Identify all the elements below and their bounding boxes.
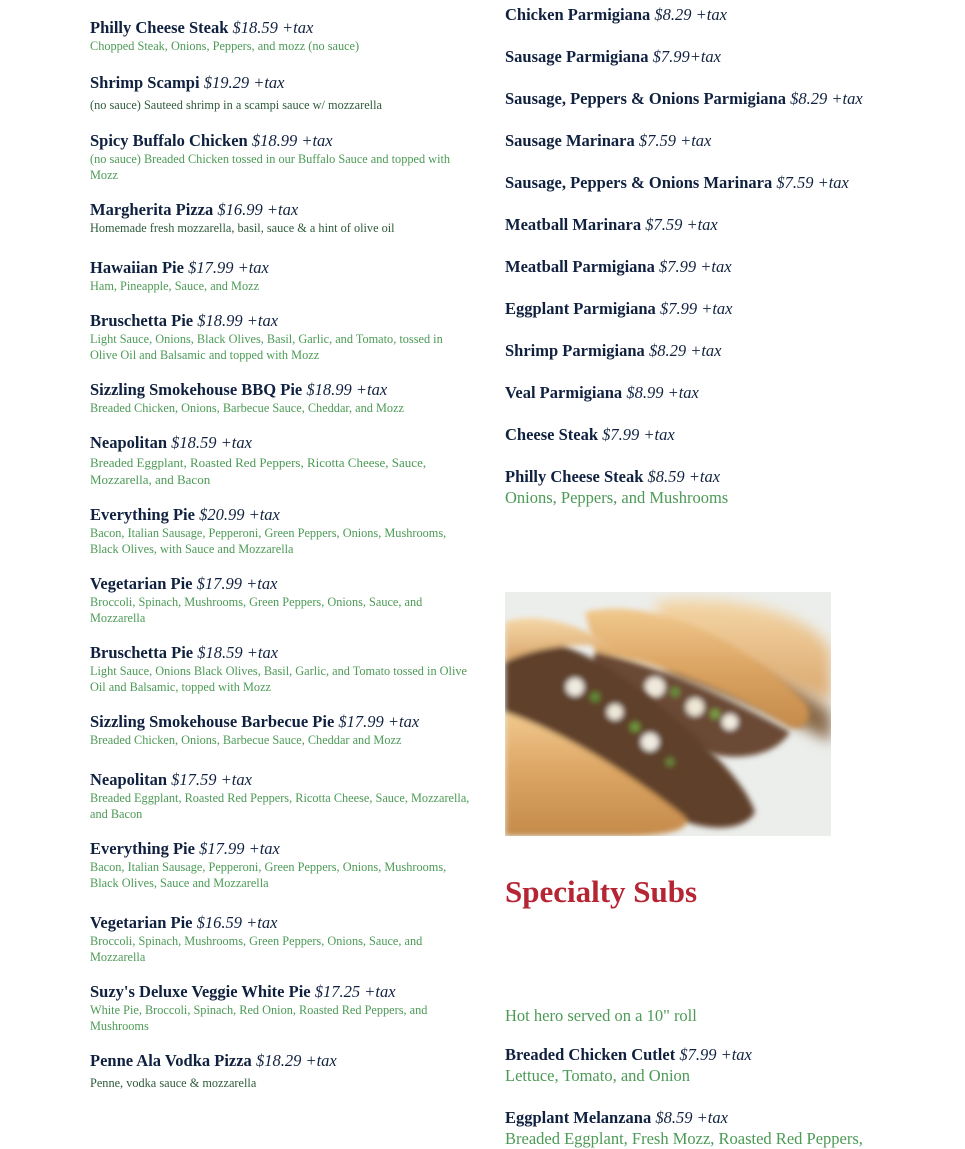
menu-item bbox=[505, 1108, 945, 1149]
item-price: $18.99 +tax bbox=[251, 131, 333, 150]
item-name: Bruschetta Pie bbox=[90, 311, 194, 330]
item-price: $16.99 +tax bbox=[217, 200, 299, 219]
item-price: $17.59 +tax bbox=[171, 770, 252, 789]
menu-item bbox=[90, 982, 470, 1034]
menu-item bbox=[90, 433, 470, 488]
menu-item bbox=[90, 839, 470, 891]
menu-item bbox=[90, 131, 470, 183]
item-name: Suzy's Deluxe Veggie White Pie bbox=[90, 982, 311, 1001]
item-name: Everything Pie bbox=[90, 839, 195, 858]
sub-sandwich-photo bbox=[505, 592, 831, 836]
menu-item bbox=[505, 89, 945, 109]
item-description: Chopped Steak, Onions, Peppers, and mozz (no sauce) bbox=[90, 39, 360, 53]
item-price: $7.99 +tax bbox=[658, 257, 732, 276]
item-price: $8.29 +tax bbox=[648, 341, 722, 360]
item-name: Vegetarian Pie bbox=[90, 913, 193, 932]
item-description: Breaded Eggplant, Roasted Red Peppers, Ricotta Cheese, Sauce, Mozzarella, and Bacon bbox=[90, 455, 427, 487]
item-name: Chicken Parmigiana bbox=[505, 5, 651, 24]
item-description: (no sauce) Breaded Chicken tossed in our Buffalo Sauce and topped with Mozz bbox=[90, 152, 451, 182]
menu-item bbox=[505, 131, 945, 151]
item-name: Vegetarian Pie bbox=[90, 574, 193, 593]
item-name: Shrimp Parmigiana bbox=[505, 341, 645, 360]
item-description: Breaded Eggplant, Fresh Mozz, Roasted Red Peppers, bbox=[505, 1129, 863, 1148]
item-description: Penne, vodka sauce & mozzarella bbox=[90, 1076, 257, 1090]
item-price: $18.99 +tax bbox=[197, 311, 279, 330]
item-price: $19.29 +tax bbox=[203, 73, 285, 92]
section-title-specialty-subs: Specialty Subs bbox=[505, 874, 698, 909]
item-price: $20.99 +tax bbox=[199, 505, 280, 524]
item-description: Lettuce, Tomato, and Onion bbox=[505, 1066, 691, 1085]
item-price: $18.99 +tax bbox=[306, 380, 388, 399]
item-price: $8.59 +tax bbox=[655, 1108, 728, 1127]
menu-item bbox=[90, 574, 470, 626]
specialty-intro bbox=[505, 1005, 945, 1026]
item-name: Neapolitan bbox=[90, 770, 168, 789]
item-name: Veal Parmigiana bbox=[505, 383, 623, 402]
menu-item bbox=[505, 383, 945, 403]
item-price: $18.59 +tax bbox=[232, 18, 314, 37]
item-name: Cheese Steak bbox=[505, 425, 599, 444]
item-name: Breaded Chicken Cutlet bbox=[505, 1045, 676, 1064]
item-price: $7.59 +tax bbox=[638, 131, 712, 150]
item-description: White Pie, Broccoli, Spinach, Red Onion, Roasted Red Peppers, and Mushrooms bbox=[90, 1003, 428, 1033]
item-description: Light Sauce, Onions, Black Olives, Basil, Garlic, and Tomato, tossed in Olive Oil and Balsamic and topped with Mozz bbox=[90, 332, 443, 362]
item-price: $17.25 +tax bbox=[314, 982, 396, 1001]
item-price: $16.59 +tax bbox=[196, 913, 278, 932]
item-name: Penne Ala Vodka Pizza bbox=[90, 1051, 252, 1070]
item-name: Shrimp Scampi bbox=[90, 73, 200, 92]
item-name: Philly Cheese Steak bbox=[90, 18, 229, 37]
item-price: $18.59 +tax bbox=[197, 643, 279, 662]
menu-item bbox=[90, 380, 470, 416]
item-name: Margherita Pizza bbox=[90, 200, 214, 219]
item-name: Eggplant Melanzana bbox=[505, 1108, 652, 1127]
menu-item bbox=[90, 770, 470, 822]
menu-item bbox=[90, 18, 470, 54]
item-name: Sausage Parmigiana bbox=[505, 47, 649, 66]
item-price: $18.59 +tax bbox=[171, 433, 252, 452]
item-name: Meatball Parmigiana bbox=[505, 257, 655, 276]
menu-item bbox=[505, 425, 945, 445]
item-description: Broccoli, Spinach, Mushrooms, Green Peppers, Onions, Sauce, and Mozzarella bbox=[90, 934, 423, 964]
item-price: $8.29 +tax bbox=[790, 89, 863, 108]
item-description: Breaded Chicken, Onions, Barbecue Sauce, Cheddar and Mozz bbox=[90, 733, 402, 747]
item-name: Spicy Buffalo Chicken bbox=[90, 131, 248, 150]
item-price: $7.99+tax bbox=[652, 47, 722, 66]
item-price: $8.59 +tax bbox=[647, 467, 721, 486]
sandwich-illustration bbox=[505, 592, 831, 836]
item-price: $7.99 +tax bbox=[659, 299, 733, 318]
menu-item bbox=[90, 73, 470, 113]
item-name: Sizzling Smokehouse Barbecue Pie bbox=[90, 712, 335, 731]
item-description: Light Sauce, Onions Black Olives, Basil, Garlic, and Tomato tossed in Olive Oil and Balsamic, topped with Mozz bbox=[90, 664, 467, 694]
item-name: Everything Pie bbox=[90, 505, 195, 524]
intro-text: Hot hero served on a 10" roll bbox=[505, 1006, 697, 1025]
menu-item bbox=[505, 173, 945, 193]
item-price: $8.29 +tax bbox=[654, 5, 727, 24]
item-name: Sausage, Peppers & Onions Marinara bbox=[505, 173, 773, 192]
item-price: $17.99 +tax bbox=[196, 574, 278, 593]
menu-item bbox=[90, 712, 470, 748]
menu-item bbox=[505, 47, 945, 67]
item-name: Eggplant Parmigiana bbox=[505, 299, 656, 318]
item-price: $7.99 +tax bbox=[602, 425, 675, 444]
menu-item bbox=[90, 200, 470, 236]
item-description: Breaded Eggplant, Roasted Red Peppers, Ricotta Cheese, Sauce, Mozzarella, and Bacon bbox=[90, 791, 470, 821]
item-name: Neapolitan bbox=[90, 433, 168, 452]
menu-item bbox=[505, 5, 945, 25]
item-name: Sausage, Peppers & Onions Parmigiana bbox=[505, 89, 786, 108]
menu-item bbox=[505, 257, 945, 277]
item-price: $17.99 +tax bbox=[188, 258, 269, 277]
item-price: $17.99 +tax bbox=[338, 712, 420, 731]
item-description: Homemade fresh mozzarella, basil, sauce & a hint of olive oil bbox=[90, 221, 395, 235]
item-name: Meatball Marinara bbox=[505, 215, 642, 234]
item-name: Bruschetta Pie bbox=[90, 643, 194, 662]
item-description: Onions, Peppers, and Mushrooms bbox=[505, 488, 729, 507]
item-price: $7.99 +tax bbox=[679, 1045, 752, 1064]
item-price: $8.99 +tax bbox=[626, 383, 699, 402]
item-name: Philly Cheese Steak bbox=[505, 467, 644, 486]
menu-item bbox=[505, 467, 945, 508]
menu-item bbox=[505, 215, 945, 235]
item-price: $7.59 +tax bbox=[776, 173, 849, 192]
menu-item bbox=[90, 311, 470, 363]
item-price: $17.99 +tax bbox=[199, 839, 280, 858]
item-name: Hawaiian Pie bbox=[90, 258, 184, 277]
item-description: Broccoli, Spinach, Mushrooms, Green Peppers, Onions, Sauce, and Mozzarella bbox=[90, 595, 423, 625]
menu-item bbox=[505, 299, 945, 319]
item-price: $18.29 +tax bbox=[255, 1051, 337, 1070]
item-description: (no sauce) Sauteed shrimp in a scampi sauce w/ mozzarella bbox=[90, 98, 382, 112]
item-description: Bacon, Italian Sausage, Pepperoni, Green Peppers, Onions, Mushrooms, Black Olives, Sauce and Mozzarella bbox=[90, 860, 447, 890]
menu-item bbox=[505, 1045, 945, 1086]
menu-item bbox=[90, 258, 470, 294]
menu-item bbox=[90, 1051, 470, 1091]
menu-item bbox=[90, 505, 470, 557]
item-description: Bacon, Italian Sausage, Pepperoni, Green Peppers, Onions, Mushrooms, Black Olives, with Sauce and Mozzarella bbox=[90, 526, 447, 556]
item-description: Breaded Chicken, Onions, Barbecue Sauce, Cheddar, and Mozz bbox=[90, 401, 404, 415]
menu-item bbox=[90, 643, 470, 695]
item-description: Ham, Pineapple, Sauce, and Mozz bbox=[90, 279, 260, 293]
item-name: Sizzling Smokehouse BBQ Pie bbox=[90, 380, 303, 399]
menu-item bbox=[90, 913, 470, 965]
item-price: $7.59 +tax bbox=[645, 215, 718, 234]
item-name: Sausage Marinara bbox=[505, 131, 635, 150]
menu-item bbox=[505, 341, 945, 361]
